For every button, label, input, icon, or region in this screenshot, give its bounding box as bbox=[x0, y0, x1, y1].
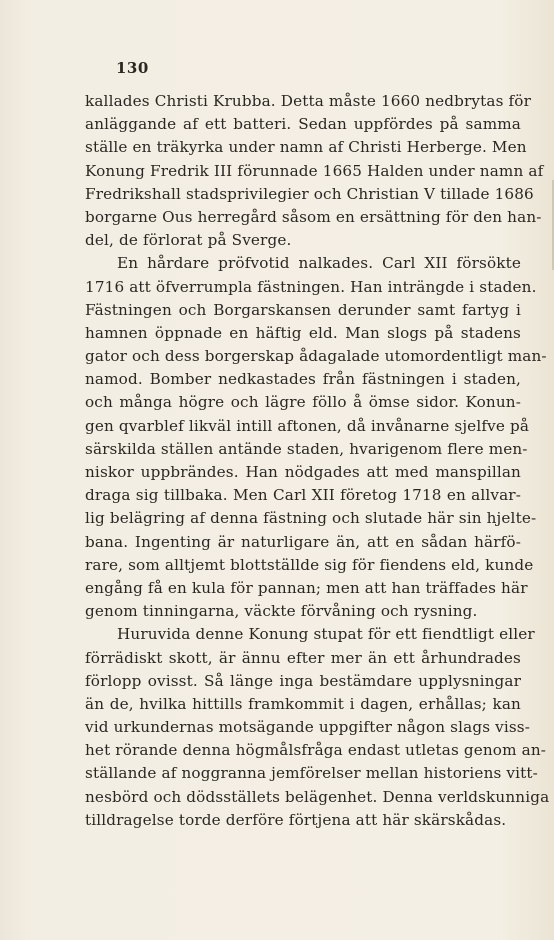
text-line: nesbörd och dödsställets belägenhet. Denna verldskunniga bbox=[85, 787, 550, 806]
text-line: del, de förlorat på Sverge. bbox=[85, 231, 292, 250]
text-line: rare, som alltjemt blottställde sig för fiendens eld, kunde bbox=[85, 555, 534, 574]
text-line: förlopp ovisst. Så länge inga bestämdare upplysningar bbox=[85, 671, 521, 690]
text-line: namod. Bomber nedkastades från fästningen i staden, bbox=[85, 370, 521, 389]
text-line: het rörande denna högmålsfråga endast utletas genom an- bbox=[85, 741, 547, 760]
text-line: 1716 att öfverrumpla fästningen. Han inträngde i staden. bbox=[85, 277, 537, 296]
text-line: tilldragelse torde derföre förtjena att här skärskådas. bbox=[85, 810, 507, 829]
text-line: förrädiskt skott, är ännu efter mer än ett århundrades bbox=[85, 648, 521, 667]
text-line: bana. Ingenting är naturligare än, att en sådan härfö- bbox=[85, 532, 521, 551]
text-line: hamnen öppnade en häftig eld. Man slogs på stadens bbox=[85, 323, 521, 342]
text-line: särskilda ställen antände staden, hvarigenom flere men- bbox=[85, 439, 528, 458]
text-line: Konung Fredrik III förunnade 1665 Halden under namn af bbox=[85, 161, 544, 180]
text-line: och många högre och lägre föllo å ömse sidor. Konun- bbox=[85, 393, 521, 412]
text-line: än de, hvilka hittills framkommit i dagen, erhållas; kan bbox=[85, 694, 521, 713]
text-line: anläggande af ett batteri. Sedan uppfördes på samma bbox=[85, 115, 521, 134]
text-line: vid urkundernas motsägande uppgifter någon slags viss- bbox=[85, 718, 531, 737]
text-line: gator och dess borgerskap ådagalade utomordentligt man- bbox=[85, 347, 547, 366]
text-line: En hårdare pröfvotid nalkades. Carl XII försökte bbox=[117, 254, 521, 273]
text-line: borgarne Ous herregård såsom en ersättning för den han- bbox=[85, 207, 542, 226]
text-line: kallades Christi Krubba. Detta måste 1660 nedbrytas för bbox=[85, 92, 532, 110]
text-line: Fästningen och Borgarskansen derunder samt fartyg i bbox=[85, 300, 521, 319]
text-line: niskor uppbrändes. Han nödgades att med manspillan bbox=[85, 463, 521, 481]
page-number: 130 bbox=[116, 59, 149, 77]
text-line: engång få en kula för pannan; men att han träffades här bbox=[85, 578, 528, 597]
text-line: gen qvarblef likväl intill aftonen, då invånarne sjelfve på bbox=[85, 416, 530, 435]
text-line: ställande af noggranna jemförelser mellan historiens vitt- bbox=[85, 764, 538, 783]
text-line: ställe en träkyrka under namn af Christi Herberge. Men bbox=[85, 138, 527, 157]
text-line: Fredrikshall stadsprivilegier och Christian V tillade 1686 bbox=[85, 184, 534, 203]
text-line: draga sig tillbaka. Men Carl XII företog 1718 en allvar- bbox=[85, 486, 521, 505]
body-text bbox=[85, 90, 550, 832]
text-line: genom tinningarna, väckte förvåning och rysning. bbox=[85, 602, 478, 621]
text-line: lig belägring af denna fästning och slutade här sin hjelte- bbox=[85, 509, 537, 528]
text-line: Huruvida denne Konung stupat för ett fiendtligt eller bbox=[117, 625, 535, 644]
